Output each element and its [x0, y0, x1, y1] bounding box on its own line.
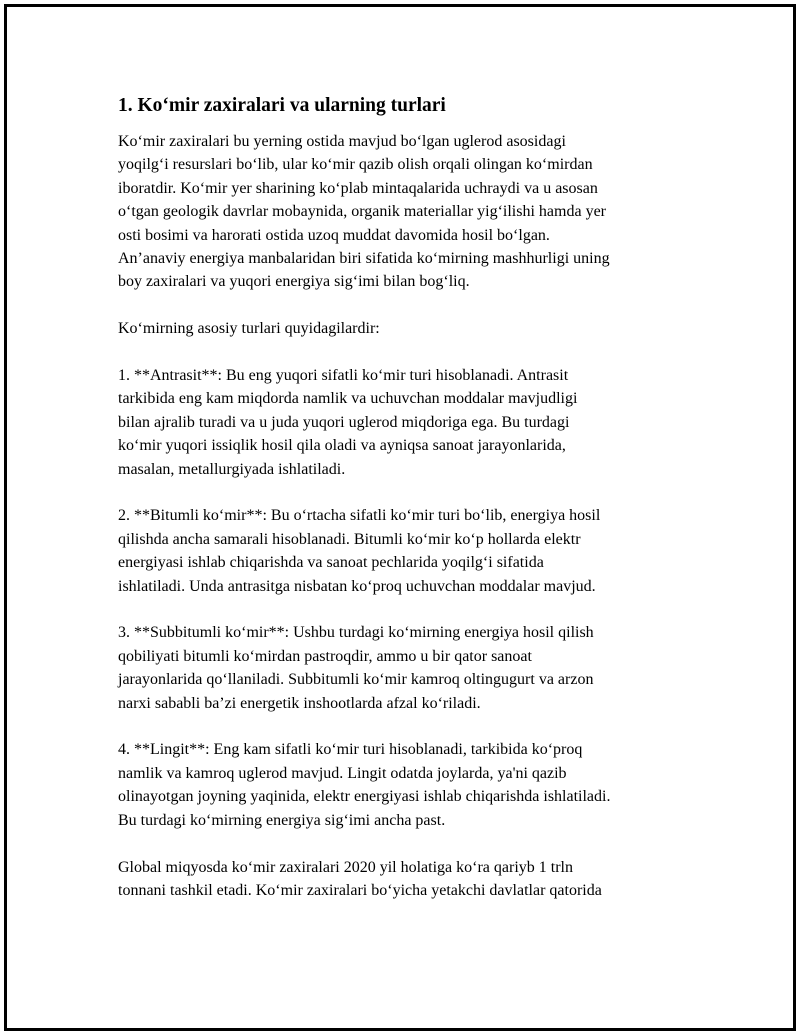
- text-line: olinayotgan joyning yaqinida, elektr energiyasi ishlab chiqarishda ishlatiladi.: [118, 788, 611, 806]
- paragraph-lingit: [118, 738, 698, 832]
- text-line: koʻmir yuqori issiqlik hosil qila oladi va ayniqsa sanoat jarayonlarida,: [118, 437, 566, 455]
- text-line: boy zaxiralari va yuqori energiya sigʻimi bilan bogʻliq.: [118, 273, 470, 291]
- paragraph-subbitumli: [118, 621, 698, 715]
- text-line: tonnani tashkil etadi. Koʻmir zaxiralari boʻyicha yetakchi davlatlar qatorida: [118, 881, 602, 899]
- text-line: An’anaviy energiya manbalaridan biri sifatida koʻmirning mashhurligi uning: [118, 250, 610, 268]
- section-heading: 1. Koʻmir zaxiralari va ularning turlari: [118, 95, 446, 116]
- text-line: energiyasi ishlab chiqarishda va sanoat pechlarida yoqilgʻi sifatida: [118, 554, 544, 572]
- text-line: narxi sababli ba’zi energetik inshootlarda afzal koʻriladi.: [118, 694, 481, 712]
- text-line: Koʻmir zaxiralari bu yerning ostida mavjud boʻlgan uglerod asosidagi: [118, 133, 566, 150]
- text-line: bilan ajralib turadi va u juda yuqori uglerod miqdoriga ega. Bu turdagi: [118, 413, 570, 431]
- text-line: iboratdir. Koʻmir yer sharining koʻplab mintaqalarida uchraydi va u asosan: [118, 179, 598, 197]
- text-line: masalan, metallurgiyada ishlatiladi.: [118, 460, 346, 478]
- text-line: qilishda ancha samarali hisoblanadi. Bitumli koʻmir koʻp hollarda elektr: [118, 530, 581, 548]
- text-line: Global miqyosda koʻmir zaxiralari 2020 yil holatiga koʻra qariyb 1 trln: [118, 858, 573, 876]
- text-line: 2. **Bitumli koʻmir**: Bu oʻrtacha sifatli koʻmir turi boʻlib, energiya hosil: [118, 507, 601, 525]
- text-line: yoqilgʻi resurslari boʻlib, ular koʻmir qazib olish orqali olingan koʻmirdan: [118, 156, 593, 174]
- document-body: [118, 93, 698, 926]
- text-line: osti bosimi va harorati ostida uzoq muddat davomida hosil boʻlgan.: [118, 226, 550, 244]
- text-line: 4. **Lingit**: Eng kam sifatli koʻmir turi hisoblanadi, tarkibida koʻproq: [118, 741, 583, 759]
- text-line: oʻtgan geologik davrlar mobaynida, organik materiallar yigʻilishi hamda yer: [118, 203, 606, 221]
- paragraph-bitumli: [118, 504, 698, 598]
- text-line: qobiliyati bitumli koʻmirdan pastroqdir, ammo u bir qator sanoat: [118, 647, 532, 665]
- text-line: Bu turdagi koʻmirning energiya sigʻimi ancha past.: [118, 811, 446, 829]
- text-line: 3. **Subbitumli koʻmir**: Ushbu turdagi koʻmirning energiya hosil qilish: [118, 624, 594, 642]
- paragraph-intro: [118, 130, 698, 294]
- text-line: 1. **Antrasit**: Bu eng yuqori sifatli koʻmir turi hisoblanadi. Antrasit: [118, 367, 569, 385]
- text-line: Koʻmirning asosiy turlari quyidagilardir:: [118, 320, 380, 338]
- paragraph-antrasit: [118, 364, 698, 481]
- text-line: tarkibida eng kam miqdorda namlik va uchuvchan moddalar mavjudligi: [118, 390, 578, 408]
- paragraph-types-intro: [118, 317, 698, 340]
- text-line: namlik va kamroq uglerod mavjud. Lingit odatda joylarda, ya'ni qazib: [118, 764, 567, 782]
- paragraph-global-reserves: [118, 856, 698, 903]
- text-line: ishlatiladi. Unda antrasitga nisbatan koʻproq uchuvchan moddalar mavjud.: [118, 577, 596, 595]
- text-line: jarayonlarida qoʻllaniladi. Subbitumli koʻmir kamroq oltingugurt va arzon: [118, 671, 594, 689]
